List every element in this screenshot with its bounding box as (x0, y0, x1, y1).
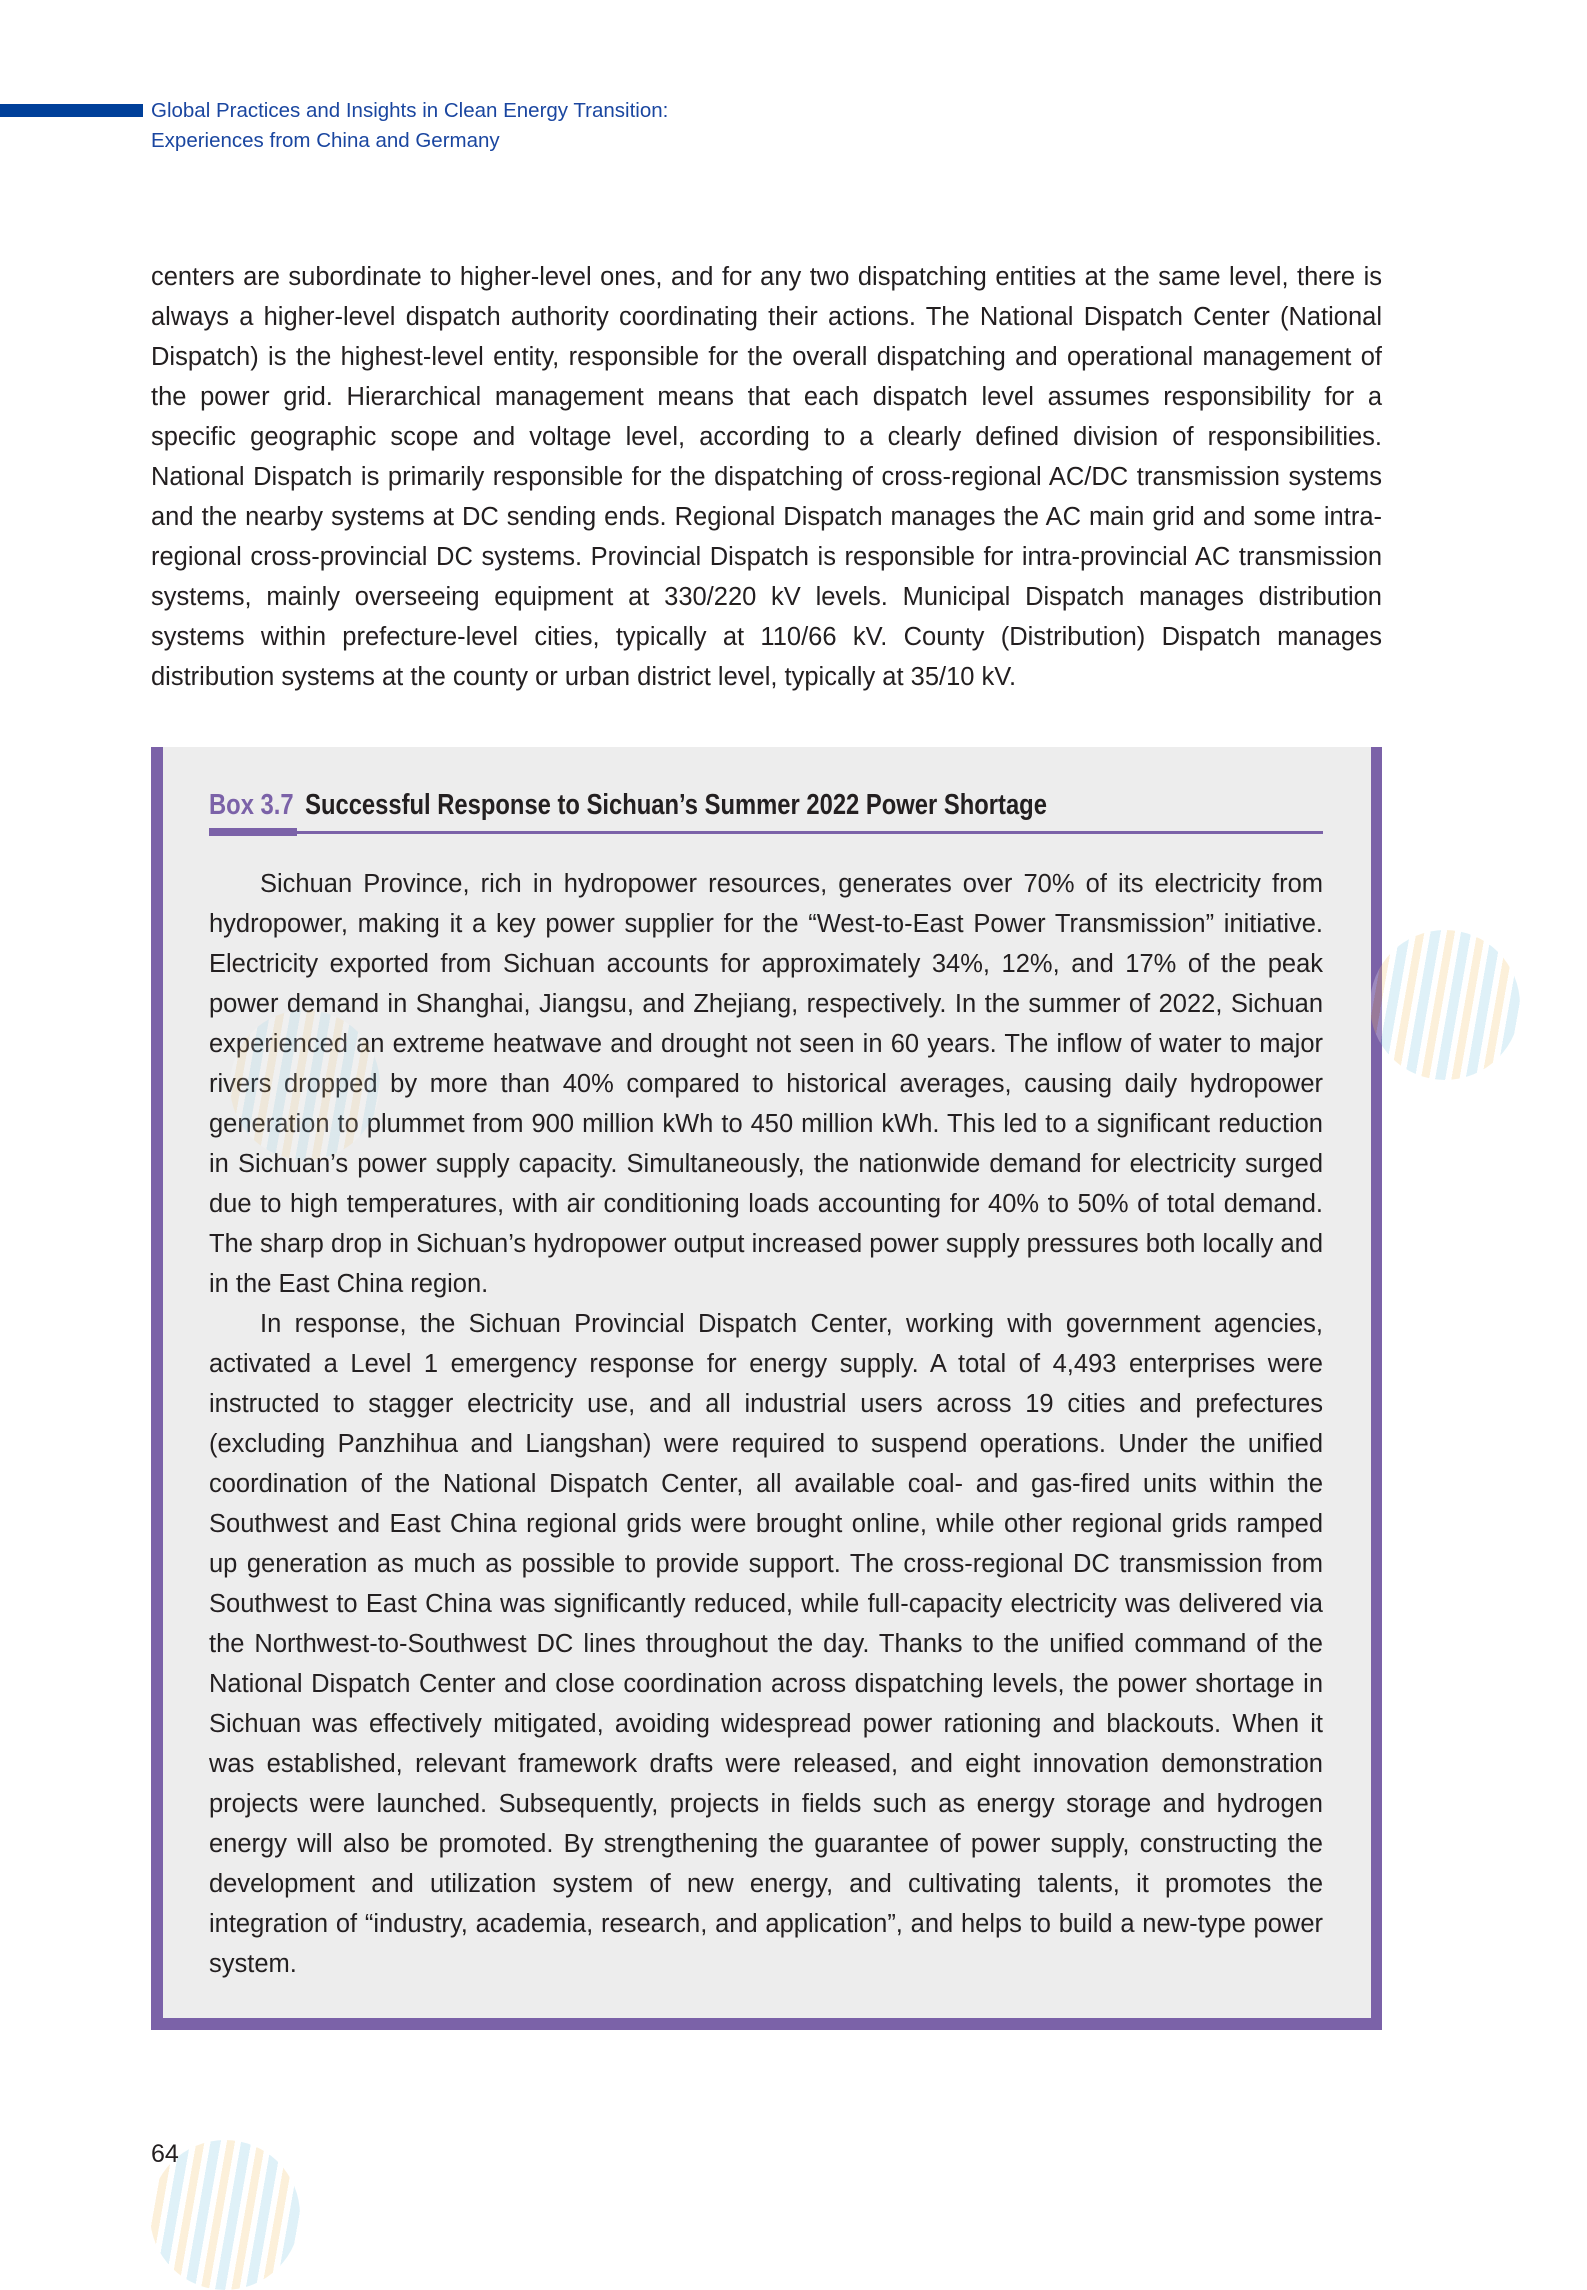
box-3-7 (151, 747, 1382, 2030)
box-paragraph: Sichuan Province, rich in hydropower resources, generates over 70% of its electricity from hydropower, making it a key power supplier for the “West-to-East Power Transmission” initiative. Electricity exported from Sichuan accounts for approximately 34%, 12%, and 17% of the peak power demand in Shanghai, Jiangsu, and Zhejiang, respectively. In the summer of 2022, Sichuan experienced an extreme heatwave and drought not seen in 60 years. The inflow of water to major rivers dropped by more than 40% compared to historical averages, causing daily hydropower generation to plummet from 900 million kWh to 450 million kWh. This led to a significant reduction in Sichuan’s power supply capacity. Simultaneously, the nationwide demand for electricity surged due to high temperatures, with air conditioning loads accounting for 40% to 50% of total demand. The sharp drop in Sichuan’s hydropower output increased power supply pressures both locally and in the East China region. (209, 870, 1323, 1298)
box-paragraph: In response, the Sichuan Provincial Dispatch Center, working with government agencies, activated a Level 1 emergency response for energy supply. A total of 4,493 enterprises were instructed to stagger electricity use, and all industrial users across 19 cities and prefectures (excluding Panzhihua and Liangshan) were required to suspend operations. Under the unified coordination of the National Dispatch Center, all available coal- and gas-fired units within the Southwest and East China regional grids were brought online, while other regional grids ramped up generation as much as possible to provide support. The cross-regional DC transmission from Southwest to East China was significantly reduced, while full-capacity electricity was delivered via the Northwest-to-Southwest DC lines throughout the day. Thanks to the unified command of the National Dispatch Center and close coordination across dispatching levels, the power shortage in Sichuan was effectively mitigated, avoiding widespread power rationing and blackouts. When it was established, relevant framework drafts were released, and eight innovation demonstration projects were launched. Subsequently, projects in fields such as energy storage and hydrogen energy will also be promoted. By strengthening the guarantee of power supply, constructing the development and utilization system of new energy, and cultivating talents, it promotes the integration of “industry, academia, research, and application”, and helps to build a new-type power system. (209, 1310, 1323, 1978)
watermark-logo (230, 1010, 380, 1160)
header-line-2: Experiences from China and Germany (151, 129, 500, 152)
header-line-1: Global Practices and Insights in Clean Energy Transition: (151, 99, 669, 122)
box-title-rule (209, 831, 1323, 834)
box-title-rule-accent (209, 828, 297, 836)
body-paragraph: centers are subordinate to higher-level ones, and for any two dispatching entities at the same level, there is always a higher-level dispatch authority coordinating their actions. The National Dispatch Center (National Dispatch) is the highest-level entity, responsible for the overall dispatching and operational management of the power grid. Hierarchical management means that each dispatch level assumes responsibility for a specific geographic scope and voltage level, according to a clearly defined division of responsibilities. National Dispatch is primarily responsible for the dispatching of cross-regional AC/DC transmission systems and the nearby systems at DC sending ends. Regional Dispatch manages the AC main grid and some intra-regional cross-provincial DC systems. Provincial Dispatch is responsible for intra-provincial AC transmission systems, mainly overseeing equipment at 330/220 kV levels. Municipal Dispatch manages distribution systems within prefecture-level cities, typically at 110/66 kV. County (Distribution) Dispatch manages distribution systems at the county or urban district level, typically at 35/10 kV. (151, 263, 1382, 691)
box-number: Box 3.7 (209, 789, 294, 821)
box-body (209, 864, 1323, 1984)
box-title (209, 789, 1047, 822)
box-title-text: Successful Response to Sichuan’s Summer 2022 Power Shortage (305, 789, 1047, 821)
page-number: 64 (151, 2140, 179, 2168)
running-header (151, 96, 668, 156)
watermark-logo (1370, 930, 1520, 1080)
header-accent-bar (0, 104, 143, 117)
